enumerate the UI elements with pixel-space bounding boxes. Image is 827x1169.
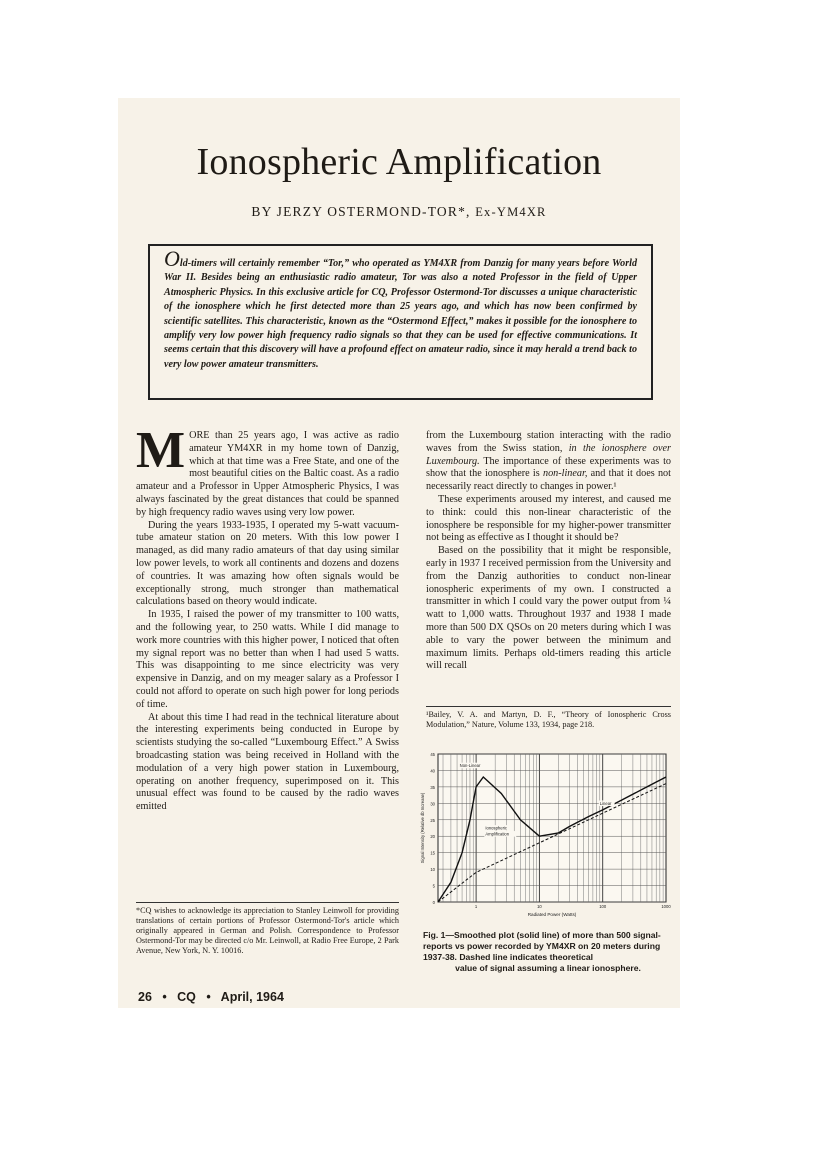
annotation-ionospheric: Ionospheric xyxy=(485,825,508,831)
right-paragraph-1 xyxy=(426,430,671,494)
y-tick-label: 20 xyxy=(430,834,435,840)
annotation-amplification: Amplification xyxy=(485,831,510,837)
figure-caption xyxy=(423,930,673,974)
y-tick-label: 45 xyxy=(430,752,435,757)
article-title: Ionospheric Amplification xyxy=(196,141,602,183)
right-p1e: and that it does not necessarily react directly to changes in power.¹ xyxy=(426,468,671,493)
y-tick-label: 15 xyxy=(430,850,435,856)
y-tick-label: 35 xyxy=(430,784,435,790)
footer-bullet-2: • xyxy=(206,990,211,1004)
magazine-page xyxy=(118,98,680,1008)
byline-call: Ex-YM4XR xyxy=(475,205,547,219)
left-footnote: *CQ wishes to acknowledge its appreciation to Stanley Leinwoll for providing translations of certain portions of Professor Ostermond-Tor's article which originally appeared in German and Polish. Correspondence to Professor Ostermond-Tor may be directed c/o Mr. Leinwoll, at Radio Free Europe, 2 Park Avenue, New York, N. Y. 10016. xyxy=(136,906,399,955)
right-p1b: in the ionosphere over Luxembourg. xyxy=(426,442,671,467)
x-tick-label: 1000 xyxy=(661,904,671,909)
left-paragraph-4: At about this time I had read in the technical literature about the interesting experiments being conducted in Europe by scientists studying the so-called “Luxembourg Effect.” A Swiss broadcasting station was being received in Holland with the modulation of a very high power station in Luxembourg, operating on another frequency, superimposed on it. This unusual effect was found to be caused by the radio waves emitted xyxy=(136,711,399,813)
y-tick-label: 0 xyxy=(432,900,435,905)
right-p1c: The importance of these experiments was to show that the ionosphere is xyxy=(426,455,671,480)
byline-author: JERZY OSTERMOND-TOR*, xyxy=(276,204,471,219)
byline xyxy=(118,204,680,220)
right-paragraph-3: Based on the possibility that it might be responsible, early in 1937 I received permission from the University and from the Danzig authorities to conduct non-linear ionospheric experiments of my own. I constructed a transmitter in which I could vary the power output from ¼ watt to 1,000 watts. Throughout 1937 and 1938 I made more than 500 DX QSOs on 20 meters during which I was able to vary the power between the minimum and maximum limits. Perhaps old-timers reading this article will recall xyxy=(426,545,671,672)
byline-prefix: BY xyxy=(251,204,273,219)
footer-bullet-1: • xyxy=(162,990,167,1004)
left-p1-text: than 25 years ago, I was active as radio amateur YM4XR in my home town of Danzig, which at that time was a Free State, and one of the most beautiful cities on the Baltic coast. As a radio amateur and a Professor in Upper Atmospheric Physics, I was always fascinated by the great distances that could be spanned by high frequency radio waves using very low power. xyxy=(136,430,399,518)
x-tick-label: 10 xyxy=(537,904,542,909)
right-column xyxy=(426,430,671,673)
abstract-text: ld-timers will certainly remember “Tor,” who operated as YM4XR from Danzig for many years before World War II. Besides being an enthusiastic radio amateur, Tor was also a noted Professor in the field of Upper Atmospheric Physics. In this exclusive article for CQ, Professor Ostermond-Tor discusses a unique characteristic of the ionosphere which he first detected more than 25 years ago, and which has now been confirmed by scientific satellites. This characteristic, known as the “Ostermond Effect,” makes it possible for the ionosphere to amplify very low power high frequency radio signals so that they can be used for effective communications. It seems certain that this discovery will have a profound effect on amateur radio, since it may herald a trend back to very low power amateur transmitters. xyxy=(164,258,637,370)
abstract-box xyxy=(148,244,653,400)
right-footnote: ¹Bailey, V. A. and Martyn, D. F., “Theory of Ionospheric Cross Modulation,” Nature, Volume 133, 1934, page 218. xyxy=(426,710,671,729)
left-column xyxy=(136,422,399,814)
right-p1d: non-linear, xyxy=(542,468,588,480)
issue-date: April, 1964 xyxy=(220,990,284,1004)
caption-text: Fig. 1—Smoothed plot (solid line) of more than 500 signal-reports vs power recorded by YM4XR on 20 meters during 1937-38. Dashed line indicates theoretical xyxy=(423,930,661,962)
drop-cap: M xyxy=(136,422,186,479)
y-tick-label: 30 xyxy=(430,801,435,807)
annotation-non-linear: Non-Linear xyxy=(459,763,481,769)
page-footer xyxy=(138,990,284,1004)
y-tick-label: 25 xyxy=(430,817,435,823)
y-tick-label: 40 xyxy=(430,768,435,774)
signal-power-chart xyxy=(416,748,674,920)
lead-word: ORE xyxy=(189,430,210,441)
left-footnote-rule xyxy=(136,902,399,903)
annotation-linear: Linear xyxy=(599,800,612,806)
x-tick-label: 1 xyxy=(474,904,478,909)
right-footnote-rule xyxy=(426,706,671,707)
left-paragraph-3: In 1935, I raised the power of my transmitter to 100 watts, and the following year, to 250 watts. While I did manage to work more countries with this higher power, I noticed that often my signal report was no better than when I had used 5 watts. This was disappointing to me since electricity was very expensive in Danzig, and on my meager salary as a Professor I could not afford to operate on such high power for long periods of time. xyxy=(136,609,399,710)
caption-last-line: value of signal assuming a linear ionosphere. xyxy=(455,963,641,973)
page-number: 26 xyxy=(138,990,152,1004)
magazine-name: CQ xyxy=(177,990,196,1004)
plot-area xyxy=(438,754,666,902)
y-axis-label: Signal Intensity (Relative db Increase) xyxy=(420,792,425,864)
right-paragraph-2: These experiments aroused my interest, and caused me to think: could this non-linear characteristic of the ionosphere be responsible for my higher-power transmitter not being as effective as I thought it should be? xyxy=(426,493,671,544)
right-p1a: from the Luxembourg station interacting with the radio waves from the Swiss station, xyxy=(426,430,671,454)
left-paragraph-1 xyxy=(136,422,399,520)
left-paragraph-2: During the years 1933-1935, I operated my 5-watt vacuum-tube amateur station on 20 meters. With this low power I managed, as did many radio amateurs of that day using similar low power levels, to work all continents and dozens and dozens of countries. It was amazing how often signals would be exceptionally strong, much stronger than mathematical calculations based on theory would indicate. xyxy=(136,519,399,608)
abstract-drop-letter: O xyxy=(164,246,180,271)
y-tick-label: 10 xyxy=(430,867,435,873)
x-axis-label: Radiated Power (Watts) xyxy=(527,912,577,917)
y-tick-label: 5 xyxy=(432,883,435,889)
x-tick-label: 100 xyxy=(599,904,607,909)
